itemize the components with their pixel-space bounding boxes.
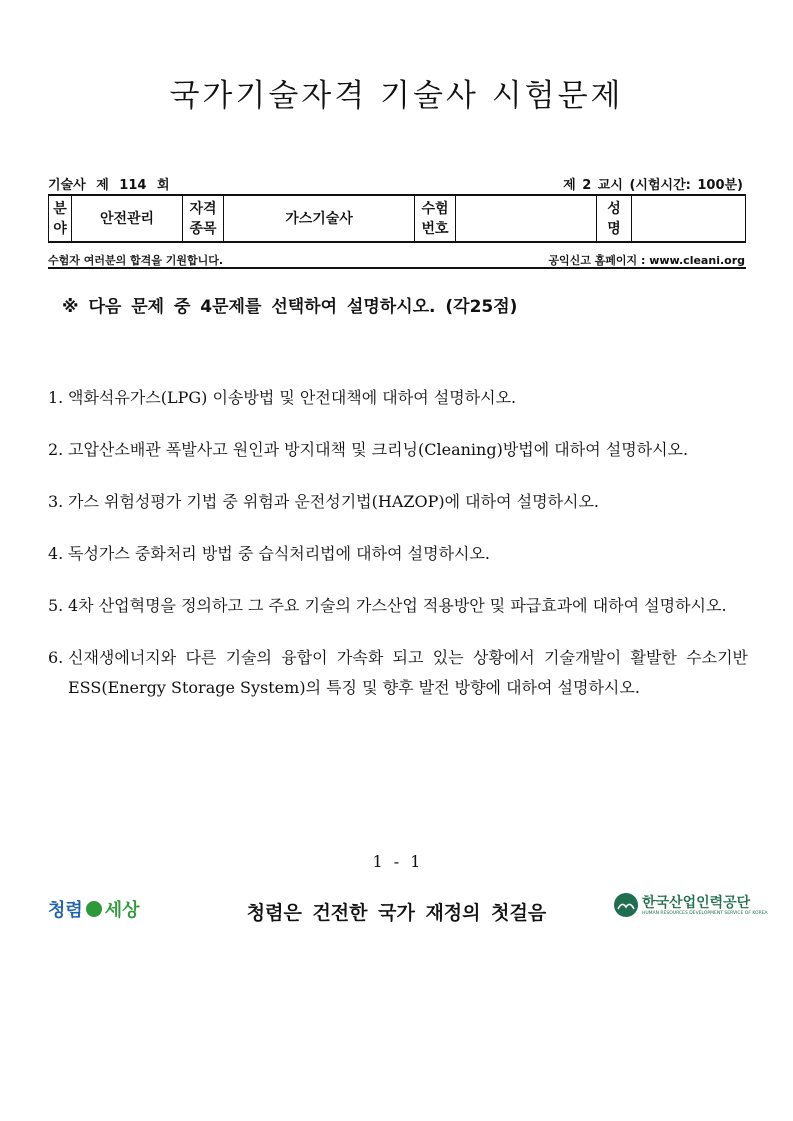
name-label-1: 성 bbox=[607, 200, 621, 217]
integrity-logo-text-b: 세상 bbox=[104, 900, 140, 921]
question-text: 액화석유가스(LPG) 이송방법 및 안전대책에 대하여 설명하시오. bbox=[68, 388, 517, 407]
category-label-2: 종목 bbox=[189, 220, 217, 237]
hrdk-emblem-icon bbox=[614, 893, 638, 917]
exam-period: 제 2 교시 (시험시간: 100분) bbox=[563, 178, 743, 193]
exam-no-field[interactable] bbox=[456, 195, 597, 242]
question-number: 3. bbox=[48, 492, 64, 511]
field-label-1: 분 bbox=[53, 200, 67, 217]
divider bbox=[48, 267, 746, 269]
good-luck-note: 수험자 여러분의 합격을 기원합니다. bbox=[48, 254, 224, 267]
page-number: 1 - 1 bbox=[372, 852, 421, 871]
question-number: 6. bbox=[48, 648, 64, 667]
question-number: 2. bbox=[48, 440, 64, 459]
question-number: 5. bbox=[48, 596, 64, 615]
exam-no-label-2: 번호 bbox=[421, 220, 449, 237]
exam-no-label-cell bbox=[415, 195, 456, 242]
question-text: 4차 산업혁명을 정의하고 그 주요 기술의 가스산업 적용방안 및 파급효과에 대하여 설명하시오. bbox=[68, 596, 727, 615]
question-number: 1. bbox=[48, 388, 64, 407]
name-label-2: 명 bbox=[607, 220, 621, 237]
question-item bbox=[48, 383, 748, 413]
category-label-cell bbox=[183, 195, 224, 242]
exam-session: 기술사 제 114 회 bbox=[48, 178, 170, 193]
question-text: 신재생에너지와 다른 기술의 융합이 가속화 되고 있는 상황에서 기술개발이 활발한 수소기반 ESS(Energy Storage System)의 특징 및 향후 발전 방향에 대하여 설명하시오. bbox=[68, 648, 748, 697]
instruction: ※ 다음 문제 중 4문제를 선택하여 설명하시오. (각25점) bbox=[62, 297, 518, 317]
question-text: 독성가스 중화처리 방법 중 습식처리법에 대하여 설명하시오. bbox=[68, 544, 491, 563]
integrity-slogan: 청렴은 건전한 국가 재정의 첫걸음 bbox=[246, 902, 547, 924]
field-label-cell bbox=[49, 195, 72, 242]
question-item bbox=[48, 487, 748, 517]
question-text: 가스 위험성평가 기법 중 위험과 운전성기법(HAZOP)에 대하여 설명하시오. bbox=[68, 492, 599, 511]
name-field[interactable] bbox=[632, 195, 746, 242]
question-item bbox=[48, 539, 748, 569]
question-item bbox=[48, 591, 748, 621]
page-title: 국가기술자격 기술사 시험문제 bbox=[169, 78, 624, 114]
integrity-logo-text-a: 청렴 bbox=[48, 900, 83, 921]
report-site-note: 공익신고 홈페이지 : www.cleani.org bbox=[548, 254, 745, 267]
question-item bbox=[48, 643, 748, 703]
hrdk-subtitle: HUMAN RESOURCES DEVELOPMENT SERVICE OF KOREA bbox=[642, 910, 768, 916]
field-value: 안전관리 bbox=[72, 195, 183, 242]
hrdk-logo bbox=[614, 893, 768, 917]
question-item bbox=[48, 435, 748, 465]
question-list bbox=[48, 383, 748, 725]
name-label-cell bbox=[597, 195, 632, 242]
hrdk-name: 한국산업인력공단 bbox=[642, 894, 751, 911]
category-label-1: 자격 bbox=[189, 200, 217, 217]
question-number: 4. bbox=[48, 544, 64, 563]
candidate-info-table bbox=[48, 194, 746, 243]
question-text: 고압산소배관 폭발사고 원인과 방지대책 및 크리닝(Cleaning)방법에 대하여 설명하시오. bbox=[68, 440, 689, 459]
category-value: 가스기술사 bbox=[224, 195, 415, 242]
exam-no-label-1: 수험 bbox=[421, 200, 449, 217]
field-label-2: 야 bbox=[53, 220, 67, 237]
